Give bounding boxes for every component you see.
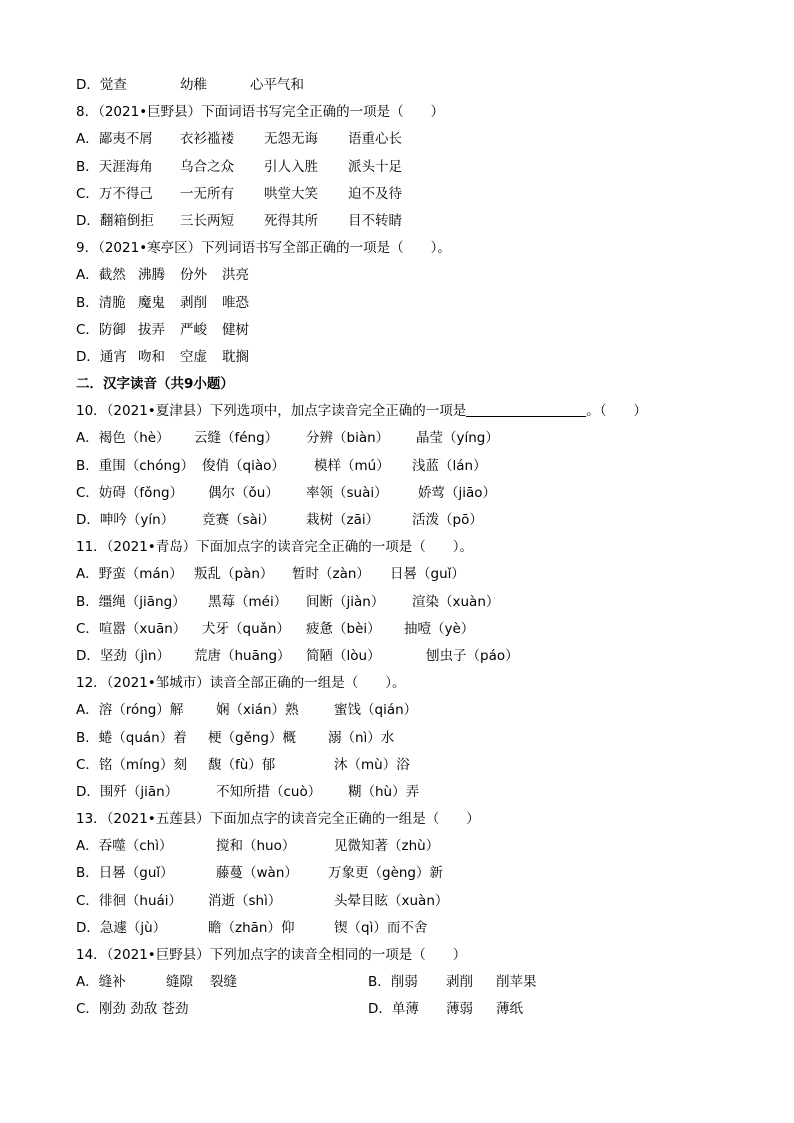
option-word: C．刚劲 劲敌 苍劲 (76, 1001, 189, 1018)
q9-option-b (76, 290, 716, 317)
option-word: 耽搁 (222, 348, 249, 365)
option-word: A．吞噬（chì） (76, 838, 173, 855)
option-word: A．野蛮（mán） (76, 566, 183, 583)
option-word: 空虚 (180, 348, 207, 365)
q7-option-d-word-3: 心平气和 (250, 77, 304, 93)
document-page (76, 72, 716, 1024)
option-word: C．铭（míng）刻 (76, 756, 187, 773)
option-word: 渲染（xuàn） (412, 593, 500, 610)
q13-stem (76, 806, 716, 833)
q12-stem (76, 670, 716, 697)
q8-option-d (76, 208, 716, 235)
option-word: 竞赛（sài） (202, 512, 276, 528)
option-word: C．喧嚣（xuān） (76, 620, 187, 637)
option-word: 沸腾 (138, 267, 165, 284)
q12-option-d (76, 779, 716, 806)
answer-blank[interactable] (466, 400, 586, 417)
q13-option-d (76, 915, 716, 942)
option-word: 薄弱 (446, 1001, 473, 1018)
section-title: 二．汉字读音（共9小题） (76, 376, 234, 393)
option-word: 抽噎（yè） (404, 620, 475, 637)
option-word: 缝隙 (166, 974, 193, 991)
q10-option-a (76, 425, 716, 452)
option-word: 晶莹（yíng） (416, 430, 499, 447)
option-word: 目不转睛 (348, 212, 402, 229)
option-word: 三长两短 (180, 212, 234, 229)
option-word: 裂缝 (210, 974, 237, 991)
option-word: 沐（mù）浴 (334, 756, 410, 773)
option-word: B．蜷（quán）着 (76, 729, 187, 746)
q7-option-d (76, 72, 716, 99)
q8-option-a (76, 126, 716, 153)
option-word: B．日晷（guǐ） (76, 865, 174, 882)
question-stem-end: 。（ ） (586, 403, 647, 420)
option-word: C．徘徊（huái） (76, 892, 183, 909)
q13-option-c (76, 888, 716, 915)
option-word: 削苹果 (496, 974, 537, 991)
option-word: 魔鬼 (138, 294, 165, 311)
option-word: A．褐色（hè） (76, 430, 170, 447)
option-word: B．重围（chóng） (76, 457, 195, 474)
q14-options-row-2 (76, 996, 716, 1023)
option-word: 份外 (180, 267, 207, 284)
option-word: 健树 (222, 321, 249, 338)
option-word: 见微知著（zhù） (334, 838, 440, 855)
option-word: 锲（qì）而不舍 (334, 919, 428, 936)
option-word: 活泼（pō） (412, 512, 483, 528)
q10-option-c (76, 480, 716, 507)
option-word: 黑莓（méi） (208, 593, 288, 610)
question-stem: 9．（2021•寒亭区）下列词语书写全部正确的一项是（ ）。 (76, 240, 451, 257)
option-word: D．通宵 (76, 348, 127, 365)
q10-option-b (76, 453, 716, 480)
q13-option-a (76, 833, 716, 860)
q8-option-c (76, 181, 716, 208)
option-word: A．鄙夷不屑 (76, 131, 153, 148)
option-word: D．急遽（jù） (76, 919, 167, 936)
option-word: 迫不及待 (348, 185, 402, 202)
option-word: B．天涯海角 (76, 158, 153, 175)
option-word: A．缝补 (76, 974, 126, 991)
option-word: C．万不得己 (76, 185, 153, 202)
question-stem: 10．（2021•夏津县）下列选项中，加点字读音完全正确的一项是 (76, 403, 467, 420)
option-word: 派头十足 (348, 158, 402, 175)
option-word: 薄纸 (496, 1001, 523, 1018)
option-word: 刨虫子（páo） (426, 647, 519, 664)
q8-stem (76, 99, 716, 126)
q10-stem (76, 398, 716, 425)
option-word: 语重心长 (348, 131, 402, 148)
q14-options-row-1 (76, 969, 716, 996)
q12-option-c (76, 752, 716, 779)
option-word: 蜜饯（qián） (334, 702, 418, 719)
option-word: 引人入胜 (264, 158, 318, 175)
option-word: 娇莺（jiāo） (418, 484, 497, 501)
question-stem: 12．（2021•邹城市）读音全部正确的一组是（ ）。 (76, 675, 406, 692)
option-word: D．围歼（jiān） (76, 783, 179, 800)
option-word: 间断（jiàn） (306, 593, 385, 610)
option-word: 疲惫（bèi） (306, 620, 381, 637)
question-stem: 13．（2021•五莲县）下面加点字的读音完全正确的一组是（ ） (76, 811, 480, 828)
option-word: A．截然 (76, 267, 126, 284)
option-word: 拔弄 (138, 321, 165, 338)
option-word: 馥（fù）郁 (208, 756, 276, 773)
option-word: 日晷（guǐ） (390, 566, 465, 583)
option-word: 梗（gěng）概 (208, 729, 297, 746)
option-word: A．溶（róng）解 (76, 702, 184, 719)
q7-option-d-word-1: D．觉查 (76, 77, 127, 93)
q8-option-b (76, 154, 716, 181)
option-word: 吻和 (138, 348, 165, 365)
q14-stem (76, 942, 716, 969)
q10-option-d (76, 507, 716, 534)
option-word: 叛乱（pàn） (194, 566, 274, 583)
option-word: 溺（nì）水 (328, 729, 395, 746)
q13-option-b (76, 860, 716, 887)
option-word: D．翻箱倒拒 (76, 212, 154, 229)
section-heading (76, 371, 716, 398)
q11-option-c (76, 616, 716, 643)
option-word: 剥削 (446, 974, 473, 991)
option-word: C．防御 (76, 321, 126, 338)
q9-option-c (76, 317, 716, 344)
q9-option-a (76, 262, 716, 289)
option-word: 浅蓝（lán） (412, 457, 487, 474)
option-word: 简陋（lòu） (306, 647, 381, 664)
option-word: 哄堂大笑 (264, 185, 318, 202)
option-word: 衣衫褴褛 (180, 131, 234, 148)
option-word: 搅和（huo） (216, 838, 296, 855)
q9-option-d (76, 344, 716, 371)
question-stem: 14．（2021•巨野县）下列加点字的读音全相同的一项是（ ） (76, 947, 467, 963)
q9-stem (76, 235, 716, 262)
q11-option-b (76, 589, 716, 616)
option-word: 唯恐 (222, 294, 249, 311)
option-word: B．缰绳（jiāng） (76, 593, 186, 610)
option-word: D．单薄 (368, 1001, 419, 1018)
option-word: 糊（hù）弄 (348, 783, 420, 800)
option-word: 严峻 (180, 321, 207, 338)
q12-option-a (76, 697, 716, 724)
option-word: 栽树（zāi） (306, 512, 380, 528)
option-word: 消逝（shì） (208, 892, 282, 909)
option-word: 万象更（gèng）新 (328, 865, 444, 882)
option-word: 俊俏（qiào） (202, 457, 285, 474)
option-word: D．坚劲（jìn） (76, 647, 170, 664)
option-word: 剥削 (180, 294, 207, 311)
option-word: 洪亮 (222, 267, 249, 284)
q12-option-b (76, 725, 716, 752)
option-word: 娴（xián）熟 (216, 702, 299, 719)
option-word: D．呻吟（yín） (76, 512, 175, 528)
option-word: 偶尔（ǒu） (208, 484, 279, 501)
option-word: 无怨无诲 (264, 131, 318, 148)
option-word: 率领（suài） (306, 484, 388, 501)
option-word: 分辨（biàn） (306, 430, 390, 447)
option-word: 头晕目眩（xuàn） (334, 892, 449, 909)
q11-option-a (76, 561, 716, 588)
q11-stem (76, 534, 716, 561)
option-word: 不知所措（cuò） (216, 783, 322, 800)
option-word: 瞻（zhān）仰 (208, 919, 295, 936)
option-word: B．削弱 (368, 974, 418, 991)
option-word: 一无所有 (180, 185, 234, 202)
option-word: 云缝（féng） (194, 430, 279, 447)
option-word: 荒唐（huāng） (194, 647, 291, 664)
option-word: 藤蔓（wàn） (216, 865, 298, 882)
option-word: 死得其所 (264, 212, 318, 229)
option-word: 暂时（zàn） (292, 566, 370, 583)
question-stem: 11．（2021•青岛）下面加点字的读音完全正确的一项是（ ）。 (76, 539, 473, 556)
option-word: B．清脆 (76, 294, 126, 311)
option-word: C．妨碍（fǒng） (76, 484, 184, 501)
option-word: 犬牙（quǎn） (202, 620, 290, 637)
option-word: 乌合之众 (180, 158, 234, 175)
question-stem: 8．（2021•巨野县）下面词语书写完全正确的一项是（ ） (76, 104, 445, 121)
q11-option-d (76, 643, 716, 670)
q7-option-d-word-2: 幼稚 (180, 77, 207, 93)
option-word: 模样（mú） (314, 457, 390, 474)
